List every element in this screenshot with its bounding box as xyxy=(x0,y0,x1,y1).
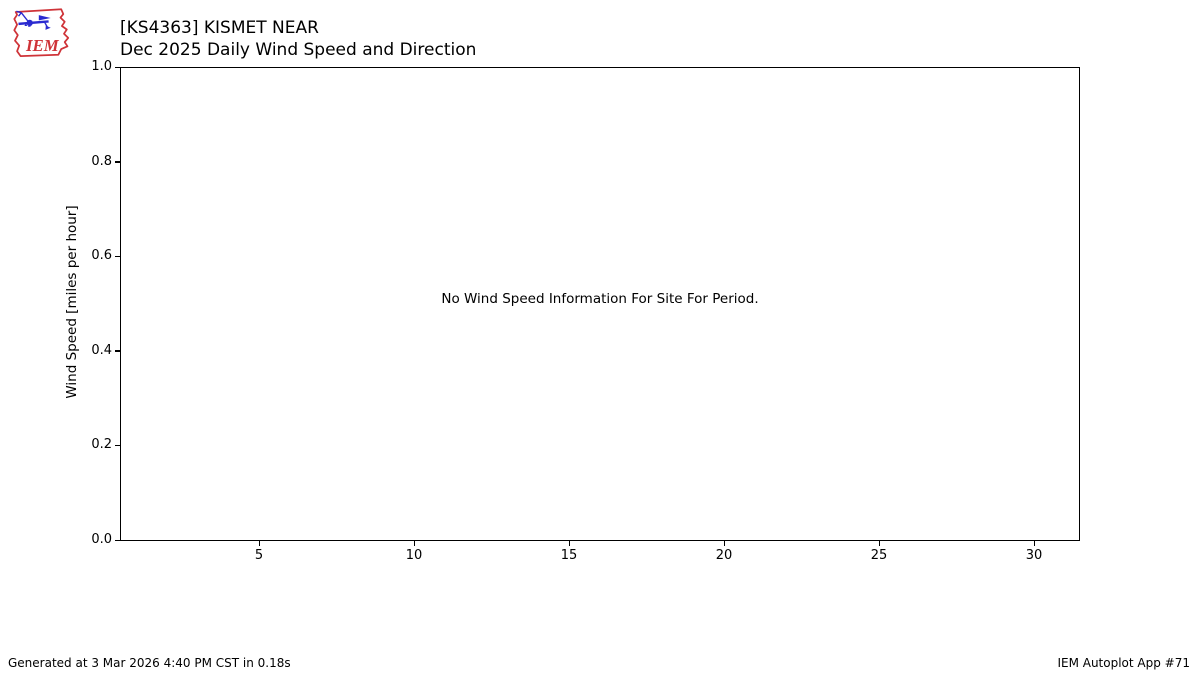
y-tick-label: 0.0 xyxy=(91,532,112,547)
iem-logo-icon xyxy=(8,4,78,62)
y-tick-mark xyxy=(115,161,120,162)
y-tick-mark xyxy=(115,445,120,446)
app-credit: IEM Autoplot App #71 xyxy=(1057,656,1190,670)
generated-timestamp: Generated at 3 Mar 2026 4:40 PM CST in 0.18s xyxy=(8,656,291,670)
y-tick-mark xyxy=(115,350,120,351)
x-tick-label: 25 xyxy=(870,548,888,563)
y-tick-label: 0.4 xyxy=(91,343,112,358)
chart-title xyxy=(120,17,476,61)
x-tick-mark xyxy=(569,541,570,546)
x-tick-label: 15 xyxy=(560,548,578,563)
anemometer-icon xyxy=(16,11,50,30)
y-tick-mark xyxy=(115,67,120,68)
y-axis-label: Wind Speed [miles per hour] xyxy=(64,205,80,399)
no-data-message: No Wind Speed Information For Site For Period. xyxy=(441,291,759,307)
x-tick-mark xyxy=(259,541,260,546)
x-tick-mark xyxy=(724,541,725,546)
iem-logo-text: IEM xyxy=(25,36,59,56)
x-tick-label: 10 xyxy=(405,548,423,563)
x-tick-mark xyxy=(414,541,415,546)
y-tick-label: 0.2 xyxy=(91,437,112,452)
x-tick-label: 5 xyxy=(254,548,264,563)
y-tick-label: 1.0 xyxy=(91,59,112,74)
y-tick-label: 0.6 xyxy=(91,248,112,263)
chart-title-period: Dec 2025 Daily Wind Speed and Direction xyxy=(120,40,477,60)
y-tick-mark xyxy=(115,256,120,257)
x-tick-mark xyxy=(1034,541,1035,546)
x-tick-label: 30 xyxy=(1025,548,1043,563)
x-tick-mark xyxy=(879,541,880,546)
chart-title-station: [KS4363] KISMET NEAR xyxy=(120,18,319,38)
x-tick-label: 20 xyxy=(715,548,733,563)
y-tick-label: 0.8 xyxy=(91,154,112,169)
y-tick-mark xyxy=(115,540,120,541)
